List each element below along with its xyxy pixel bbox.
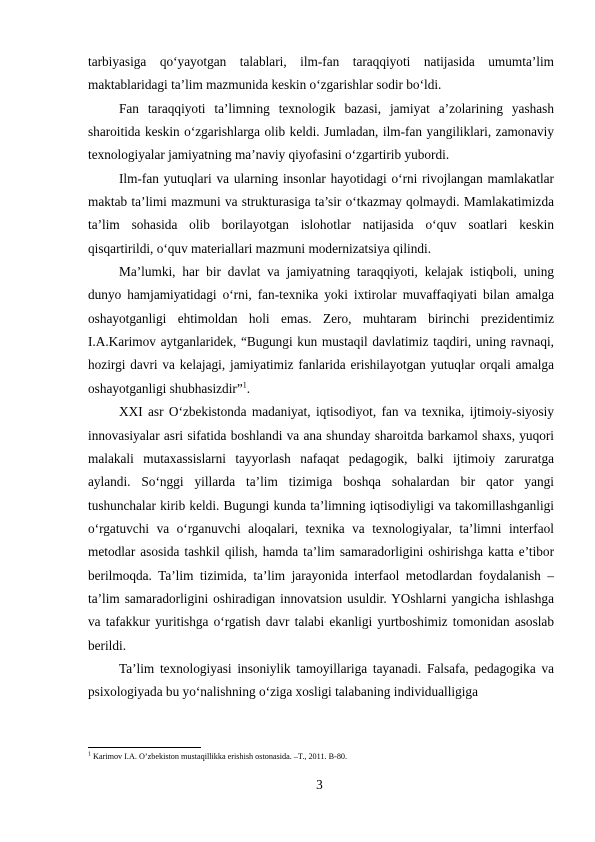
- paragraph-5: XXI asr O‘zbekistonda madaniyat, iqtisodiyot, fan va texnika, ijtimoiy-siyosiy innovasiyalar asri sifatida boshlandi va ana shunday sharoitda barkamol shaxs, yuqori malakali mutaxassislarni tayyorlash nafaqat pedagogik, balki ijtimoiy zaruratga aylandi. So‘nggi yillarda ta’lim tizimiga boshqa sohalardan bir qator yangi tushunchalar kirib keldi. Bugungi kunda ta’limning iqtisodiyligi va takomillashganligi o‘rgatuvchi va o‘rganuvchi aloqalari, texnika va texnologiyalar, ta’limni interfaol metodlar asosida tashkil qilish, hamda ta’lim samaradorligini oshirishga katta e’tibor berilmoqda. Ta’lim tizimida, ta’lim jarayonida interfaol metodlardan foydalanish – ta’lim samaradorligini oshiradigan innovatsion usuldir. YOshlarni yangicha ishlashga va tafakkur yuritishga o‘rgatish davr talabi ekanligi yurtboshimiz tomonidan asoslab berildi.: [88, 404, 554, 653]
- paragraph-1: tarbiyasiga qo‘yayotgan talablari, ilm-fan taraqqiyoti natijasida umumta’lim maktablaridagi ta’lim mazmunida keskin o‘zgarishlar sodir bo‘ldi.: [88, 54, 554, 93]
- footnote-reference-period: .: [246, 380, 251, 396]
- paragraph-4-text: Ma’lumki, har bir davlat va jamiyatning taraqqiyoti, kelajak istiqboli, uning dunyo hamjamiyatidagi o‘rni, fan-texnika yoki ixtirolar muvaffaqiyati bilan amalga oshayotganligi ehtimoldan holi emas. Zero, muhtaram birinchi prezidentimiz I.A.Karimov aytganlaridek, “Bugungi kun mustaqil davlatimiz taqdiri, uning ravnaqi, hozirgi davri va kelajagi, jamiyatimiz fanlarida erishilayotgan yutuqlar orqali amalga oshayotganligi shubhasizdir”: [88, 264, 554, 396]
- footnote-marker: 1: [88, 751, 91, 758]
- page-number: 3: [316, 777, 323, 792]
- paragraph-6: Ta’lim texnologiyasi insoniylik tamoyillariga tayanadi. Falsafa, pedagogika va psixologiyada bu yo‘nalishning o‘ziga xosligi talabaning individualligiga: [88, 660, 554, 700]
- footnote-reference[interactable]: 1: [242, 380, 247, 390]
- footnote-divider: [88, 747, 201, 748]
- paragraph-4: [88, 260, 554, 400]
- footnote: [88, 751, 554, 762]
- footnote-text: Karimov I.A. O’zbekiston mustaqillikka erishish ostonasida. –T., 2011. B-80.: [91, 752, 348, 761]
- main-text: [88, 50, 554, 704]
- paragraph-2: Fan taraqqiyoti ta’limning texnologik bazasi, jamiyat a’zolarining yashash sharoitida keskin o‘zgarishlarga olib keldi. Jumladan, ilm-fan yangiliklari, zamonaviy texnologiyalar jamiyatning ma’naviy qiyofasini o‘zgartirib yubordi.: [88, 100, 554, 163]
- paragraph-3: Ilm-fan yutuqlari va ularning insonlar hayotidagi o‘rni rivojlangan mamlakatlar maktab ta’limi mazmuni va strukturasiga ta’sir o‘tkazmay qolmaydi. Mamlakatimizda ta’lim sohasida olib borilayotgan islohotlar natijasida o‘quv soatlari keskin qisqartirildi, o‘quv materiallari mazmuni modernizatsiya qilindi.: [88, 170, 554, 256]
